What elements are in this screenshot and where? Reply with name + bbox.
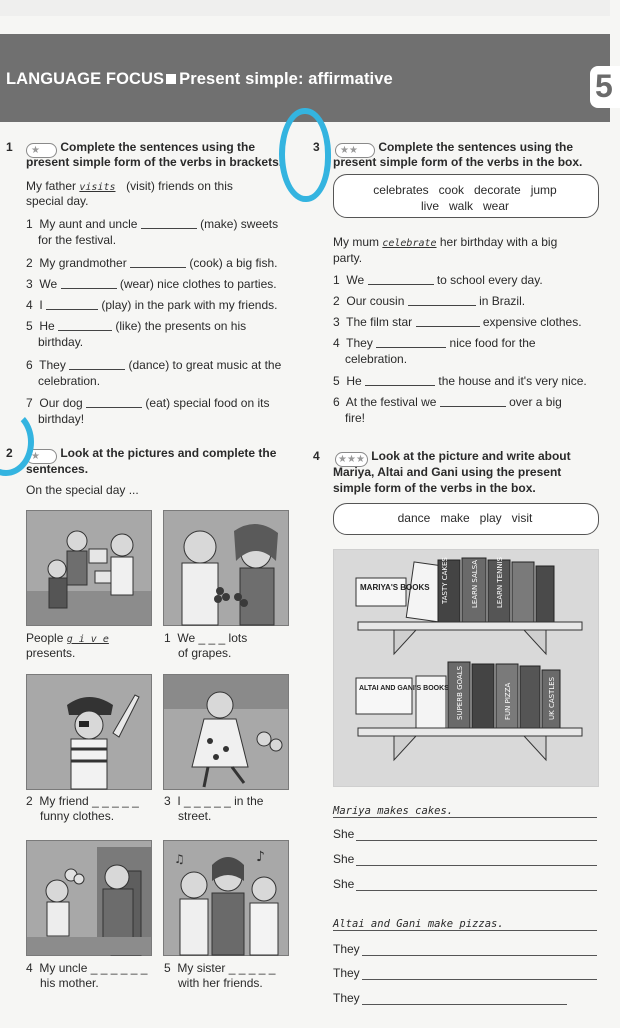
ex4-answer-line-they-3[interactable] bbox=[362, 1004, 567, 1005]
ex1-item-6-pre: They bbox=[39, 358, 66, 372]
picture-sister-friends bbox=[163, 840, 289, 956]
ex3-item-5-post: the house and it's very nice. bbox=[438, 374, 587, 388]
ex1-item-2-blank[interactable] bbox=[130, 256, 186, 268]
ex2-item-4-blank[interactable]: _ _ _ _ _ _ bbox=[90, 961, 148, 975]
picture-giving-presents bbox=[26, 510, 152, 626]
ex2-item-4-cont: his mother. bbox=[40, 976, 99, 990]
book-fun-pizza: FUN PIZZA bbox=[504, 682, 512, 720]
ex4-instruction-2: Mariya, Altai and Gani using the present bbox=[333, 465, 562, 479]
pirate-costume-illustration bbox=[27, 675, 151, 789]
ex2-example-answer: g i v e bbox=[66, 634, 109, 645]
ex2-example-cont: presents. bbox=[26, 646, 76, 660]
ex1-item-6-number: 6 bbox=[26, 358, 33, 372]
ex4-example-altai-gani: Altai and Gani make pizzas. bbox=[333, 918, 504, 930]
ex1-example-answer: visits bbox=[79, 182, 116, 193]
ex3-item-4-cont: celebration. bbox=[345, 352, 408, 366]
ex1-star-icon: ★ bbox=[26, 143, 57, 158]
ex4-answer-line-she-1[interactable] bbox=[356, 840, 597, 841]
ex1-item-3 bbox=[26, 277, 277, 292]
ex1-item-1-blank[interactable] bbox=[141, 217, 197, 229]
ex4-instruction-3: simple form of the verbs in the box. bbox=[333, 481, 536, 495]
ex1-instruction: Complete the sentences using the bbox=[60, 140, 256, 154]
ex2-number: 2 bbox=[6, 446, 13, 460]
ex4-prompt-she-2: She bbox=[333, 852, 355, 866]
ex1-item-4 bbox=[26, 298, 277, 313]
ex4-prompt-they-3: They bbox=[333, 991, 360, 1005]
top-strip bbox=[0, 0, 610, 16]
ex1-item-6-blank[interactable] bbox=[69, 358, 125, 370]
book-superb-goals: SUPERB GOALS bbox=[456, 665, 464, 720]
ex4-answer-line-they-2[interactable] bbox=[362, 979, 597, 980]
ex1-item-3-post: (wear) nice clothes to parties. bbox=[119, 277, 277, 291]
ex1-item-5-number: 5 bbox=[26, 319, 33, 333]
ex1-item-3-number: 3 bbox=[26, 277, 33, 291]
ex1-instruction-2: present simple form of the verbs in brackets. bbox=[26, 155, 283, 169]
ex2-item-3-post: in the bbox=[234, 794, 264, 808]
page-badge bbox=[590, 66, 620, 108]
ex3-instruction: Complete the sentences using the bbox=[378, 140, 574, 154]
ex2-item-3-blank[interactable]: _ _ _ _ _ bbox=[184, 794, 231, 808]
ex1-item-7-number: 7 bbox=[26, 396, 33, 410]
ex1-item-4-number: 4 bbox=[26, 298, 33, 312]
ex1-item-4-pre: I bbox=[39, 298, 43, 312]
ex2-item-1 bbox=[164, 631, 247, 646]
ex3-item-1-post: to school every day. bbox=[436, 273, 543, 287]
ex2-item-5-number: 5 bbox=[164, 961, 171, 975]
ex2-item-1-pre: We bbox=[177, 631, 196, 645]
eating-grapes-illustration bbox=[164, 511, 288, 625]
ex3-item-5-blank[interactable] bbox=[365, 374, 435, 386]
ex1-example-cont: special day. bbox=[26, 194, 89, 208]
ex3-item-2-number: 2 bbox=[333, 294, 340, 308]
ex2-item-1-blank[interactable]: _ _ _ bbox=[198, 631, 226, 645]
ex3-item-4-post: nice food for the bbox=[449, 336, 536, 350]
shelf-label-mariya: MARIYA'S BOOKS bbox=[360, 583, 430, 592]
ex1-item-2-pre: My grandmother bbox=[39, 256, 127, 270]
ex3-item-1 bbox=[333, 273, 543, 288]
ex2-item-4 bbox=[26, 961, 147, 976]
bookshelf-illustration bbox=[334, 550, 598, 786]
ex2-star-icon: ★ bbox=[26, 449, 57, 464]
ex4-answer-line-they-1[interactable] bbox=[362, 955, 597, 956]
ex3-item-3-blank[interactable] bbox=[416, 315, 480, 327]
ex1-item-4-post: (play) in the park with my friends. bbox=[101, 298, 278, 312]
ex1-item-5-post: (like) the presents on his bbox=[115, 319, 247, 333]
ex3-item-6-pre: At the festival we bbox=[345, 395, 437, 409]
ex1-item-6-post: (dance) to great music at the bbox=[128, 358, 282, 372]
ex3-item-5 bbox=[333, 374, 587, 389]
ex3-item-5-number: 5 bbox=[333, 374, 340, 388]
ex3-example-pre: My mum bbox=[333, 235, 379, 249]
svg-text:♫: ♫ bbox=[174, 852, 185, 866]
ex1-item-2-post: (cook) a big fish. bbox=[189, 256, 278, 270]
ex1-item-2-number: 2 bbox=[26, 256, 33, 270]
ex3-star-icon: ★★ bbox=[335, 143, 375, 158]
ex3-item-5-pre: He bbox=[346, 374, 362, 388]
annotation-circle-ex3 bbox=[279, 108, 331, 202]
ex4-number: 4 bbox=[313, 449, 320, 463]
ex3-item-3-pre: The film star bbox=[346, 315, 413, 329]
banner-title bbox=[6, 70, 393, 89]
ex3-item-4-blank[interactable] bbox=[376, 336, 446, 348]
ex4-prompt-they-2: They bbox=[333, 966, 360, 980]
ex3-item-1-number: 1 bbox=[333, 273, 340, 287]
ex2-item-1-cont: of grapes. bbox=[178, 646, 232, 660]
ex1-item-5-pre: He bbox=[39, 319, 55, 333]
sister-with-friends-illustration bbox=[164, 841, 288, 955]
ex1-number: 1 bbox=[6, 140, 13, 154]
ex3-example-cont: party. bbox=[333, 251, 363, 265]
ex1-item-1-cont: for the festival. bbox=[38, 233, 117, 247]
ex2-item-1-post: lots bbox=[228, 631, 248, 645]
shelf-label-altai-gani: ALTAI AND GANI'S BOOKS bbox=[359, 685, 449, 692]
ex2-item-3-pre: I bbox=[177, 794, 181, 808]
ex1-item-7-pre: Our dog bbox=[39, 396, 83, 410]
bookshelf-picture bbox=[333, 549, 599, 787]
ex2-lead: On the special day ... bbox=[26, 483, 139, 497]
ex2-instruction-2: sentences. bbox=[26, 462, 89, 476]
ex3-item-1-blank[interactable] bbox=[368, 273, 434, 285]
ex2-item-3-cont: street. bbox=[178, 809, 212, 823]
ex3-item-2-post: in Brazil. bbox=[479, 294, 526, 308]
ex2-item-4-pre: My uncle bbox=[39, 961, 88, 975]
ex4-example-mariya: Mariya makes cakes. bbox=[333, 805, 454, 817]
ex2-item-4-number: 4 bbox=[26, 961, 33, 975]
ex1-example-post: (visit) friends on this bbox=[126, 179, 233, 193]
ex3-item-4-pre: They bbox=[346, 336, 373, 350]
ex1-item-3-pre: We bbox=[39, 277, 58, 291]
ex2-item-3 bbox=[164, 794, 263, 809]
book-tasty-cakes: TASTY CAKES bbox=[441, 557, 449, 604]
book-learn-salsa: LEARN SALSA bbox=[471, 559, 479, 608]
ex3-item-3-post: expensive clothes. bbox=[482, 315, 582, 329]
page-badge-number: 5 bbox=[595, 68, 613, 104]
people-giving-presents-illustration bbox=[27, 511, 151, 625]
ex1-example-pre: My father bbox=[26, 179, 77, 193]
ex1-item-1-post: (make) sweets bbox=[200, 217, 279, 231]
section-name: LANGUAGE FOCUS bbox=[6, 70, 165, 88]
ex2-item-2 bbox=[26, 794, 139, 809]
ex1-item-6-cont: celebration. bbox=[38, 374, 101, 388]
picture-pirate-costume bbox=[26, 674, 152, 790]
visiting-mother-illustration bbox=[27, 841, 151, 955]
ex3-item-3-number: 3 bbox=[333, 315, 340, 329]
ex3-example-post: her birthday with a big bbox=[439, 235, 558, 249]
ex2-item-5-pre: My sister bbox=[177, 961, 226, 975]
ex1-item-7 bbox=[26, 396, 269, 411]
ex1-item-7-blank[interactable] bbox=[86, 396, 142, 408]
ex1-item-7-post: (eat) special food on its bbox=[145, 396, 270, 410]
ex3-instruction-2: present simple form of the verbs in the box. bbox=[333, 155, 583, 169]
ex1-item-6 bbox=[26, 358, 281, 373]
ex2-item-3-number: 3 bbox=[164, 794, 171, 808]
ex3-box-words-1: celebrates cook decorate jump bbox=[373, 183, 557, 197]
ex3-item-3 bbox=[333, 315, 582, 330]
ex1-item-5-cont: birthday. bbox=[38, 335, 84, 349]
ex4-prompt-she-3: She bbox=[333, 877, 355, 891]
square-bullet-icon bbox=[166, 74, 176, 84]
ex2-item-5-blank[interactable]: _ _ _ _ _ bbox=[228, 961, 276, 975]
ex1-item-4-blank[interactable] bbox=[46, 298, 98, 310]
ex3-item-2-blank[interactable] bbox=[408, 294, 476, 306]
ex3-item-6-post: over a big bbox=[509, 395, 562, 409]
ex3-item-6-cont: fire! bbox=[345, 411, 366, 425]
ex2-example-pre: People bbox=[26, 631, 64, 645]
ex2-item-2-number: 2 bbox=[26, 794, 33, 808]
ex2-item-5 bbox=[164, 961, 275, 976]
svg-text:♪: ♪ bbox=[256, 849, 265, 865]
ex2-item-5-cont: with her friends. bbox=[178, 976, 263, 990]
picture-grapes bbox=[163, 510, 289, 626]
ex1-item-7-cont: birthday! bbox=[38, 412, 85, 426]
ex4-line-0 bbox=[333, 817, 597, 818]
ex2-item-2-blank[interactable]: _ _ _ _ _ bbox=[92, 794, 139, 808]
ex4-prompt-they-1: They bbox=[333, 942, 360, 956]
ex3-item-2-pre: Our cousin bbox=[346, 294, 405, 308]
ex3-number: 3 bbox=[313, 140, 320, 154]
ex3-item-6-number: 6 bbox=[333, 395, 340, 409]
book-learn-tennis: LEARN TENNIS bbox=[496, 556, 504, 608]
ex1-item-1 bbox=[26, 217, 278, 232]
ex3-box-words-2: live walk wear bbox=[420, 199, 510, 213]
ex4-box-words: dance make play visit bbox=[397, 511, 533, 525]
ex2-item-2-cont: funny clothes. bbox=[40, 809, 115, 823]
ex3-item-4 bbox=[333, 336, 536, 351]
ex3-item-6-blank[interactable] bbox=[440, 395, 506, 407]
ex1-item-1-pre: My aunt and uncle bbox=[39, 217, 138, 231]
ex4-instruction: Look at the picture and write about bbox=[371, 449, 571, 463]
ex3-example bbox=[333, 235, 557, 251]
picture-dancing-street bbox=[163, 674, 289, 790]
ex3-example-answer: celebrate bbox=[382, 238, 437, 249]
ex4-prompt-she-1: She bbox=[333, 827, 355, 841]
ex1-item-3-blank[interactable] bbox=[61, 277, 117, 289]
section-title: Present simple: affirmative bbox=[179, 70, 393, 88]
ex3-item-4-number: 4 bbox=[333, 336, 340, 350]
ex1-item-5 bbox=[26, 319, 246, 334]
ex1-example bbox=[26, 179, 233, 195]
ex4-line-1 bbox=[333, 930, 597, 931]
ex4-star-icon: ★★★ bbox=[335, 452, 368, 467]
ex3-item-1-pre: We bbox=[346, 273, 365, 287]
ex2-instruction: Look at the pictures and complete the bbox=[60, 446, 277, 460]
ex2-example bbox=[26, 631, 109, 647]
ex1-item-2 bbox=[26, 256, 277, 271]
ex2-item-2-pre: My friend bbox=[39, 794, 89, 808]
ex1-item-1-number: 1 bbox=[26, 217, 33, 231]
ex3-item-2 bbox=[333, 294, 525, 309]
ex1-item-5-blank[interactable] bbox=[58, 319, 112, 331]
book-uk-castles: UK CASTLES bbox=[548, 676, 556, 720]
dancing-in-street-illustration bbox=[164, 675, 288, 789]
ex4-answer-line-she-3[interactable] bbox=[356, 890, 597, 891]
ex2-item-1-number: 1 bbox=[164, 631, 171, 645]
ex4-answer-line-she-2[interactable] bbox=[356, 865, 597, 866]
ex3-item-6 bbox=[333, 395, 562, 410]
picture-visiting-mother bbox=[26, 840, 152, 956]
